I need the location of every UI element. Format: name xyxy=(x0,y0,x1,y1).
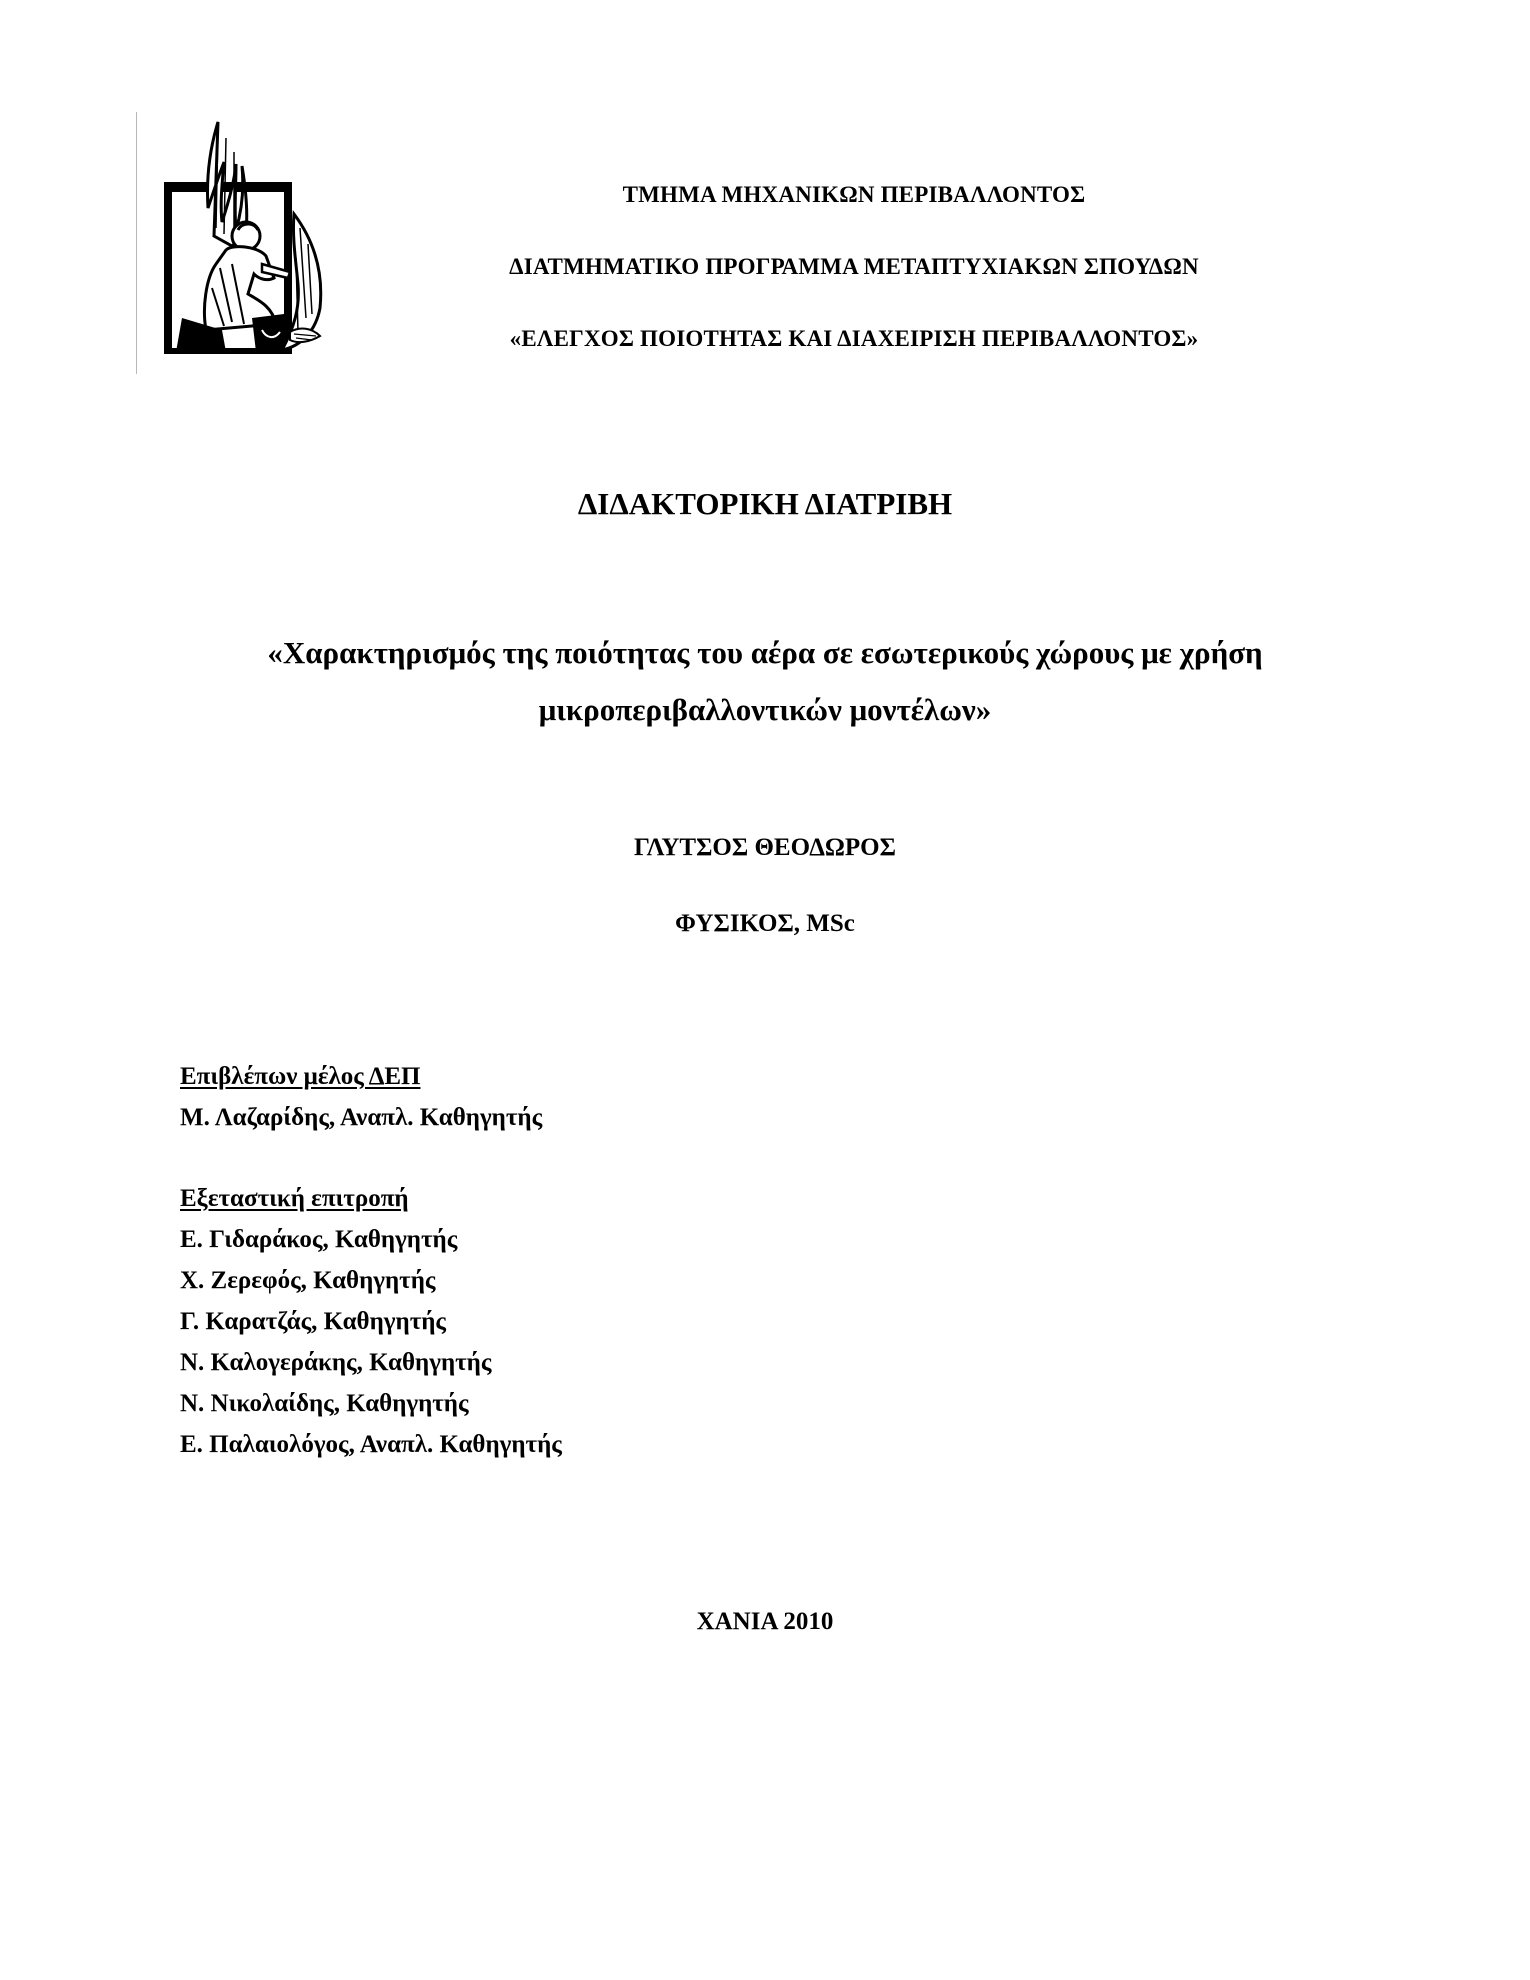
committee-heading: Εξεταστική επιτροπή xyxy=(180,1185,409,1212)
supervisor-section xyxy=(180,1056,542,1138)
committee-member: Ε. Παλαιολόγος, Αναπλ. Καθηγητής xyxy=(180,1431,562,1458)
university-seal-icon xyxy=(162,118,328,358)
place-and-year: ΧΑΝΙΑ 2010 xyxy=(696,1608,834,1635)
author-name: ΓΛΥΤΣΟΣ ΘΕΟΔΩΡΟΣ xyxy=(634,834,896,861)
document-type: ΔΙΔΑΚΤΟΡΙΚΗ ΔΙΑΤΡΙΒΗ xyxy=(577,486,953,521)
committee-member: Ν. Νικολαίδης, Καθηγητής xyxy=(180,1390,469,1417)
specialization-heading: «ΕΛΕΓΧΟΣ ΠΟΙΟΤΗΤΑΣ ΚΑΙ ΔΙΑΧΕΙΡΙΣΗ ΠΕΡΙΒΑΛΛΟΝΤΟΣ» xyxy=(509,326,1199,351)
thesis-title xyxy=(150,624,1380,738)
department-heading: ΤΜΗΜΑ ΜΗΧΑΝΙΚΩΝ ΠΕΡΙΒΑΛΛΟΝΤΟΣ xyxy=(622,182,1086,207)
author-degree: ΦΥΣΙΚΟΣ, MSc xyxy=(675,910,855,937)
committee-member: Ν. Καλογεράκης, Καθηγητής xyxy=(180,1349,492,1376)
thesis-title-line: μικροπεριβαλλοντικών μοντέλων» xyxy=(538,692,992,727)
thesis-title-line: «Χαρακτηρισμός της ποιότητας του αέρα σε εσωτερικούς χώρους με χρήση xyxy=(267,635,1263,670)
committee-member: Γ. Καρατζάς, Καθηγητής xyxy=(180,1308,446,1335)
supervisor-heading: Επιβλέπων μέλος ΔΕΠ xyxy=(180,1063,421,1090)
committee-member: Χ. Ζερεφός, Καθηγητής xyxy=(180,1267,436,1294)
committee-member: Ε. Γιδαράκος, Καθηγητής xyxy=(180,1226,458,1253)
committee-section xyxy=(180,1178,562,1465)
supervisor-name: Μ. Λαζαρίδης, Αναπλ. Καθηγητής xyxy=(180,1104,543,1131)
program-heading: ΔΙΑΤΜΗΜΑΤΙΚΟ ΠΡΟΓΡΑΜΜΑ ΜΕΤΑΠΤΥΧΙΑΚΩΝ ΣΠΟΥΔΩΝ xyxy=(509,254,1199,279)
